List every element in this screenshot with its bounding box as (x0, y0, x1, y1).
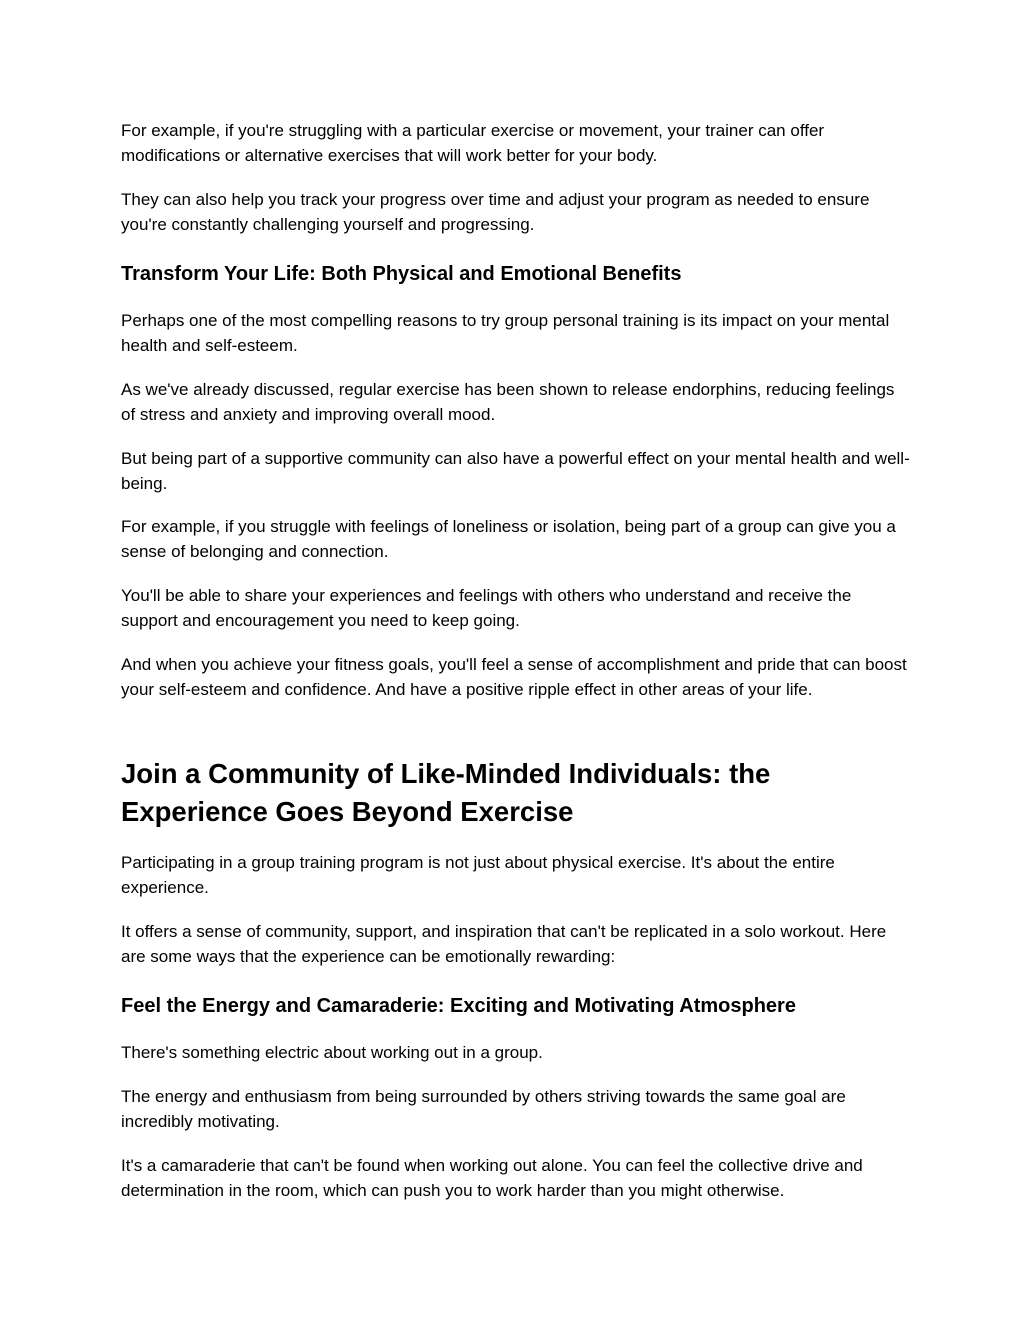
paragraph: Perhaps one of the most compelling reasons to try group personal training is its impact on your mental health and self-esteem. (121, 311, 890, 355)
section-heading: Join a Community of Like-Minded Individuals: the Experience Goes Beyond Exercise (121, 758, 771, 827)
paragraph: As we've already discussed, regular exercise has been shown to release endorphins, reducing feelings of stress and anxiety and improving overall mood. (121, 380, 895, 424)
section-heading: Transform Your Life: Both Physical and Emotional Benefits (121, 263, 682, 285)
paragraph: For example, if you're struggling with a particular exercise or movement, your trainer can offer modifications or alternative exercises that will work better for your body. (121, 121, 825, 165)
paragraph: It's a camaraderie that can't be found when working out alone. You can feel the collective drive and determination in the room, which can push you to work harder than you might otherwise. (121, 1156, 863, 1200)
section-heading: Feel the Energy and Camaraderie: Exciting and Motivating Atmosphere (121, 995, 796, 1017)
paragraph: They can also help you track your progress over time and adjust your program as needed to ensure you're constantly challenging yourself and progressing. (121, 190, 870, 234)
paragraph: And when you achieve your fitness goals, you'll feel a sense of accomplishment and pride that can boost your self-esteem and confidence. And have a positive ripple effect in other areas of your life. (121, 655, 907, 699)
paragraph: You'll be able to share your experiences and feelings with others who understand and receive the support and encouragement you need to keep going. (121, 586, 852, 630)
paragraph: It offers a sense of community, support, and inspiration that can't be replicated in a solo workout. Here are some ways that the experience can be emotionally rewarding: (121, 922, 887, 966)
paragraph: But being part of a supportive community can also have a powerful effect on your mental health and well-being. (121, 449, 910, 493)
paragraph: The energy and enthusiasm from being surrounded by others striving towards the same goal are incredibly motivating. (121, 1087, 846, 1131)
paragraph: There's something electric about working out in a group. (121, 1043, 543, 1062)
paragraph: For example, if you struggle with feelings of loneliness or isolation, being part of a group can give you a sense of belonging and connection. (121, 517, 896, 561)
paragraph: Participating in a group training program is not just about physical exercise. It's about the entire experience. (121, 853, 835, 897)
